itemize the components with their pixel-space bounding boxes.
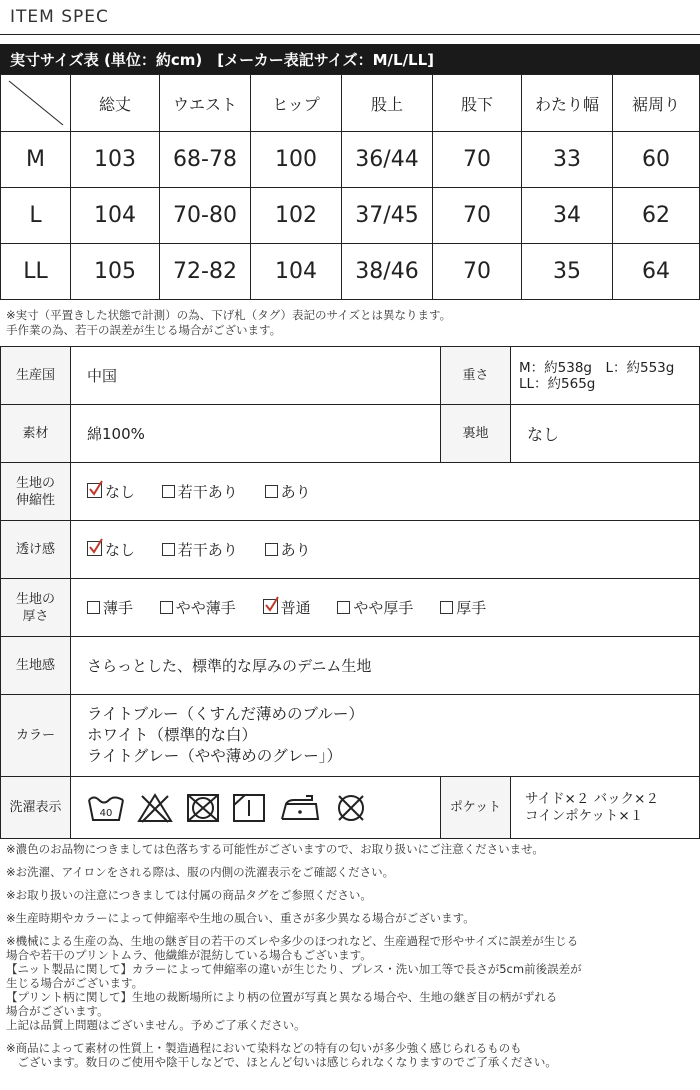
size-label: M	[1, 132, 71, 188]
col-header: 裾周り	[613, 75, 700, 132]
note-paragraph	[6, 865, 696, 879]
note-line: ※生産時期やカラーによって伸縮率や生地の風合い、重さが多少異なる場合がございます。	[6, 911, 475, 925]
option-label: やや厚手	[353, 599, 414, 617]
spec-row-feel	[1, 637, 700, 695]
pocket-line: コインポケット×１	[525, 807, 644, 824]
size-table	[0, 74, 700, 300]
spec-row-sheer	[1, 521, 700, 579]
size-value: 37/45	[342, 188, 433, 244]
option-label: 若干あり	[177, 483, 238, 501]
sheer-label: 透け感	[1, 521, 71, 579]
size-table-header-row	[1, 75, 700, 132]
size-note-line: 手作業の為、若干の誤差が生じる場合がございます。	[6, 323, 282, 337]
stretch-label-line: 伸縮性	[15, 492, 55, 508]
spec-row-material	[1, 405, 700, 463]
size-note	[6, 308, 451, 338]
note-paragraph	[6, 842, 696, 856]
note-line: 場合や若干のプリントムラ、他繊維が混紡している場合もございます。	[6, 948, 372, 962]
no-dry-clean-icon	[333, 792, 369, 824]
note-line: ※お洗濯、アイロンをされる際は、服の内側の洗濯表示をご確認ください。	[6, 865, 395, 879]
size-label: L	[1, 188, 71, 244]
stretch-option-slight	[162, 481, 238, 502]
pocket-line: サイド×２ バック×２	[525, 790, 659, 807]
weight-value	[511, 347, 700, 405]
size-value: 103	[71, 132, 160, 188]
size-value: 70	[433, 132, 522, 188]
option-label: 普通	[280, 599, 311, 617]
iron-low-icon	[278, 792, 322, 824]
spec-row-color	[1, 695, 700, 777]
stretch-options	[71, 463, 700, 521]
size-value: 64	[613, 244, 700, 300]
note-line: 【プリント柄に関して】生地の裁断場所により柄の位置が写真と異なる場合や、生地の継ぎ目の柄がずれる	[6, 990, 558, 1004]
spec-row-wash	[1, 777, 700, 839]
col-header: 股下	[433, 75, 522, 132]
unchecked-box-icon	[440, 601, 453, 614]
color-item: ライトブルー（くすんだ薄めのブルー）	[87, 705, 364, 723]
note-line: 場合がございます。	[6, 1004, 109, 1018]
size-note-line: ※実寸（平置きした状態で計測）の為、下げ札（タグ）表記のサイズとは異なります。	[6, 308, 452, 322]
note-paragraph	[6, 934, 696, 1032]
thickness-option-thick	[440, 597, 486, 618]
origin-label: 生産国	[1, 347, 71, 405]
stretch-option-yes	[265, 481, 311, 502]
size-value: 60	[613, 132, 700, 188]
option-label: 厚手	[456, 599, 487, 617]
unchecked-box-icon	[265, 543, 278, 556]
size-value: 105	[71, 244, 160, 300]
weight-line: LL：約565g	[519, 375, 596, 392]
size-value: 70	[433, 188, 522, 244]
weight-line: M：約538g L：約553g	[519, 359, 675, 376]
option-label: あり	[280, 483, 311, 501]
size-value: 62	[613, 188, 700, 244]
spec-row-origin	[1, 347, 700, 405]
note-paragraph	[6, 1041, 696, 1069]
diagonal-line-icon	[1, 75, 70, 131]
size-value: 104	[71, 188, 160, 244]
spec-row-thickness	[1, 579, 700, 637]
item-spec-title: ITEM SPEC	[10, 7, 109, 27]
size-value: 38/46	[342, 244, 433, 300]
thickness-label	[1, 579, 71, 637]
unchecked-box-icon	[265, 485, 278, 498]
lining-label: 裏地	[441, 405, 511, 463]
col-header: 総丈	[71, 75, 160, 132]
size-value: 102	[251, 188, 342, 244]
pocket-label: ポケット	[441, 777, 511, 839]
size-value: 34	[522, 188, 613, 244]
note-line: ございます。数日のご使用や陰干しなどで、ほとんど匂いは感じられなくなりますのでご了承ください。	[6, 1055, 557, 1069]
unchecked-box-icon	[160, 601, 173, 614]
option-label: やや薄手	[175, 599, 236, 617]
no-bleach-icon	[136, 792, 174, 824]
size-value: 68-78	[160, 132, 251, 188]
lining-value: なし	[511, 405, 700, 463]
size-value: 70-80	[160, 188, 251, 244]
material-label: 素材	[1, 405, 71, 463]
note-paragraph	[6, 911, 696, 925]
color-item: ホワイト（標準的な白）	[87, 726, 258, 744]
checked-box-icon	[87, 541, 102, 556]
thickness-option-thin	[87, 597, 133, 618]
thickness-option-slightly-thin	[160, 597, 236, 618]
option-label: 薄手	[103, 599, 134, 617]
col-header: わたり幅	[522, 75, 613, 132]
origin-value: 中国	[71, 347, 441, 405]
wash-temp: 40	[99, 807, 113, 819]
material-value: 綿100%	[71, 405, 441, 463]
sheer-option-none	[87, 539, 135, 560]
size-value: 100	[251, 132, 342, 188]
size-table-caption-bar	[0, 44, 700, 74]
option-label: あり	[280, 541, 311, 559]
size-value: 70	[433, 244, 522, 300]
size-value: 36/44	[342, 132, 433, 188]
size-table-caption: 実寸サイズ表 (単位：約cm) [メーカー表記サイズ：M/L/LL]	[10, 51, 435, 69]
wash-label: 洗濯表示	[1, 777, 71, 839]
sheer-options	[71, 521, 700, 579]
feel-label: 生地感	[1, 637, 71, 695]
spec-row-stretch	[1, 463, 700, 521]
note-paragraph	[6, 888, 696, 902]
wash-icons	[71, 777, 441, 839]
stretch-label-line: 生地の	[15, 475, 55, 491]
note-line: 生じる場合がございます。	[6, 976, 144, 990]
size-value: 35	[522, 244, 613, 300]
size-value: 33	[522, 132, 613, 188]
table-row	[1, 244, 700, 300]
table-row	[1, 188, 700, 244]
pocket-value	[511, 777, 700, 839]
thickness-option-slightly-thick	[337, 597, 413, 618]
note-line: 上記は品質上問題はございません。予めご了承ください。	[6, 1018, 306, 1032]
unchecked-box-icon	[162, 485, 175, 498]
color-values	[71, 695, 700, 777]
size-value: 72-82	[160, 244, 251, 300]
note-line: ※お取り扱いの注意につきましては付属の商品タグをご参照ください。	[6, 888, 372, 902]
note-line: ※濃色のお品物につきましては色落ちする可能性がございますので、お取り扱いにご注意くださいませ。	[6, 842, 544, 856]
stretch-option-none	[87, 481, 135, 502]
weight-label: 重さ	[441, 347, 511, 405]
thickness-options	[71, 579, 700, 637]
spec-table	[0, 346, 700, 839]
no-tumble-dry-icon	[185, 792, 221, 824]
option-label: なし	[105, 483, 136, 501]
size-value: 104	[251, 244, 342, 300]
line-dry-icon	[231, 792, 267, 824]
unchecked-box-icon	[162, 543, 175, 556]
checked-box-icon	[263, 599, 278, 614]
option-label: 若干あり	[177, 541, 238, 559]
stretch-label	[1, 463, 71, 521]
sheer-option-slight	[162, 539, 238, 560]
unchecked-box-icon	[337, 601, 350, 614]
corner-cell	[1, 75, 71, 132]
feel-value: さらっとした、標準的な厚みのデニム生地	[71, 637, 700, 695]
color-item: ライトグレー（やや薄めのグレー」）	[87, 747, 342, 765]
col-header: 股上	[342, 75, 433, 132]
table-row	[1, 132, 700, 188]
size-label: LL	[1, 244, 71, 300]
item-spec-header	[0, 0, 700, 35]
thickness-label-line: 生地の	[15, 591, 55, 607]
care-notes	[6, 842, 696, 1078]
col-header: ヒップ	[251, 75, 342, 132]
unchecked-box-icon	[87, 601, 100, 614]
wash-40-icon	[87, 792, 125, 824]
option-label: なし	[105, 541, 136, 559]
color-label: カラー	[1, 695, 71, 777]
thickness-option-normal	[263, 597, 311, 618]
note-line: ※機械による生産の為、生地の継ぎ目の若干のズレや多少のほつれなど、生産過程で形やサイズに誤差が生じる	[6, 934, 579, 948]
col-header: ウエスト	[160, 75, 251, 132]
note-line: 【ニット製品に関して】カラーによって伸縮率の違いが生じたり、プレス・洗い加工等で長さが5cm前後誤差が	[6, 962, 582, 976]
sheer-option-yes	[265, 539, 311, 560]
note-line: ※商品によって素材の性質上・製造過程において染料などの特有の匂いが多少強く感じられるものも	[6, 1041, 522, 1055]
checked-box-icon	[87, 483, 102, 498]
thickness-label-line: 厚さ	[22, 608, 49, 624]
